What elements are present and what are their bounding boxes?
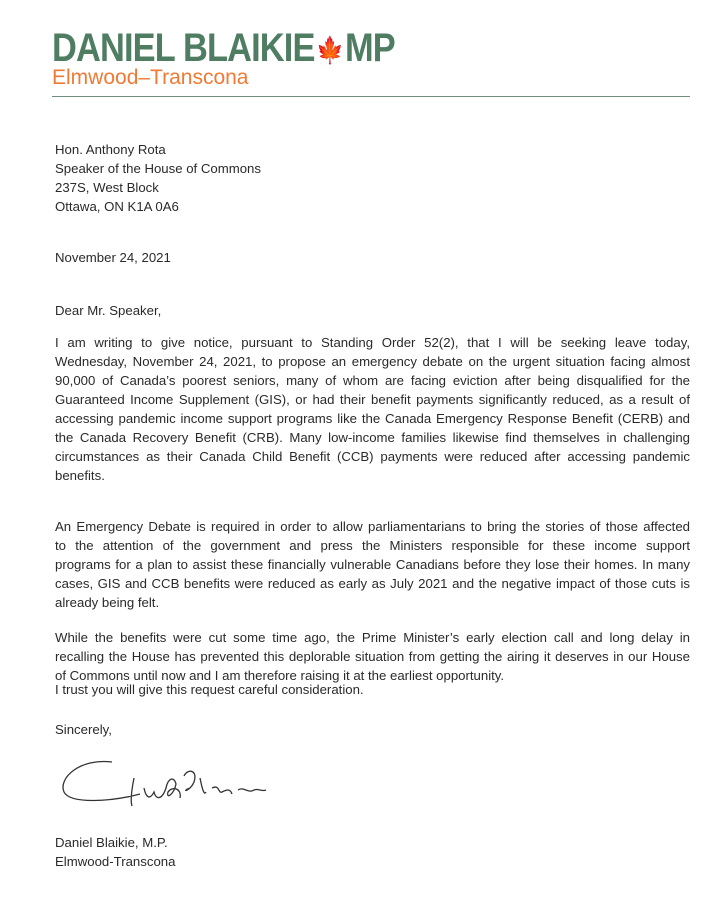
body-paragraph [55,680,690,699]
paragraph-line: Wednesday, November 24, 2021, to propose an emergency debate on the urgent situation facing almost [55,354,690,369]
paragraph-line: of Commons until now and I am therefore raising it at the earliest opportunity. [55,668,505,683]
paragraph-line: the Canada Recovery Benefit (CRB). Many low-income families likewise find themselves in challenging [55,430,690,445]
signer-riding: Elmwood-Transcona [55,854,176,869]
paragraph-line: recalling the House has prevented this deplorable situation from getting the airing it deserves in our House [55,649,690,664]
recipient-address [55,140,690,216]
letterhead-riding: Elmwood–Transcona [52,66,249,89]
paragraph-line: benefits. [55,468,105,483]
letter-date: November 24, 2021 [55,250,171,265]
paragraph-line: cases, GIS and CCB benefits were reduced as early as July 2021 and the negative impact of those cuts is [55,576,690,591]
letterhead-suffix: MP [344,26,395,70]
paragraph-line: accessing pandemic income support programs like the Canada Emergency Response Benefit (CERB) and [55,411,690,426]
maple-leaf-icon: 🍁 [316,34,344,65]
recipient-line: Ottawa, ON K1A 0A6 [55,199,179,214]
paragraph-line: programs for a plan to assist these financially vulnerable Canadians before they lose their homes. In many [55,557,690,572]
signer-name: Daniel Blaikie, M.P. [55,835,168,850]
paragraph-line: 90,000 of Canada’s poorest seniors, many of whom are facing eviction after being disqualified for the [55,373,690,388]
body-paragraph [55,517,690,612]
letterhead-divider [52,96,690,97]
paragraph-line: An Emergency Debate is required in order to allow parliamentarians to bring the stories of those affected [55,519,690,534]
paragraph-line: to the attention of the government and press the Ministers responsible for these income support [55,538,690,553]
letterhead-name [52,26,395,71]
body-paragraph [55,628,690,685]
paragraph-line: Guaranteed Income Supplement (GIS), or had their benefit payments significantly reduced, as a result of [55,392,690,407]
body-paragraph [55,333,690,485]
paragraph-line: I am writing to give notice, pursuant to Standing Order 52(2), that I will be seeking leave today, [55,335,690,350]
recipient-line: 237S, West Block [55,180,159,195]
paragraph-line: circumstances as their Canada Child Benefit (CCB) payments were reduced after accessing pandemic [55,449,690,464]
paragraph-line: While the benefits were cut some time ago, the Prime Minister’s early election call and long delay in [55,630,690,645]
recipient-line: Hon. Anthony Rota [55,142,166,157]
salutation: Dear Mr. Speaker, [55,303,162,318]
closing: Sincerely, [55,722,112,737]
letterhead-name-text: DANIEL BLAIKIE [52,26,315,70]
paragraph-line: already being felt. [55,595,160,610]
paragraph-line: I trust you will give this request careful consideration. [55,682,364,697]
signature-block [55,833,690,871]
signature-image [50,748,280,828]
recipient-line: Speaker of the House of Commons [55,161,261,176]
